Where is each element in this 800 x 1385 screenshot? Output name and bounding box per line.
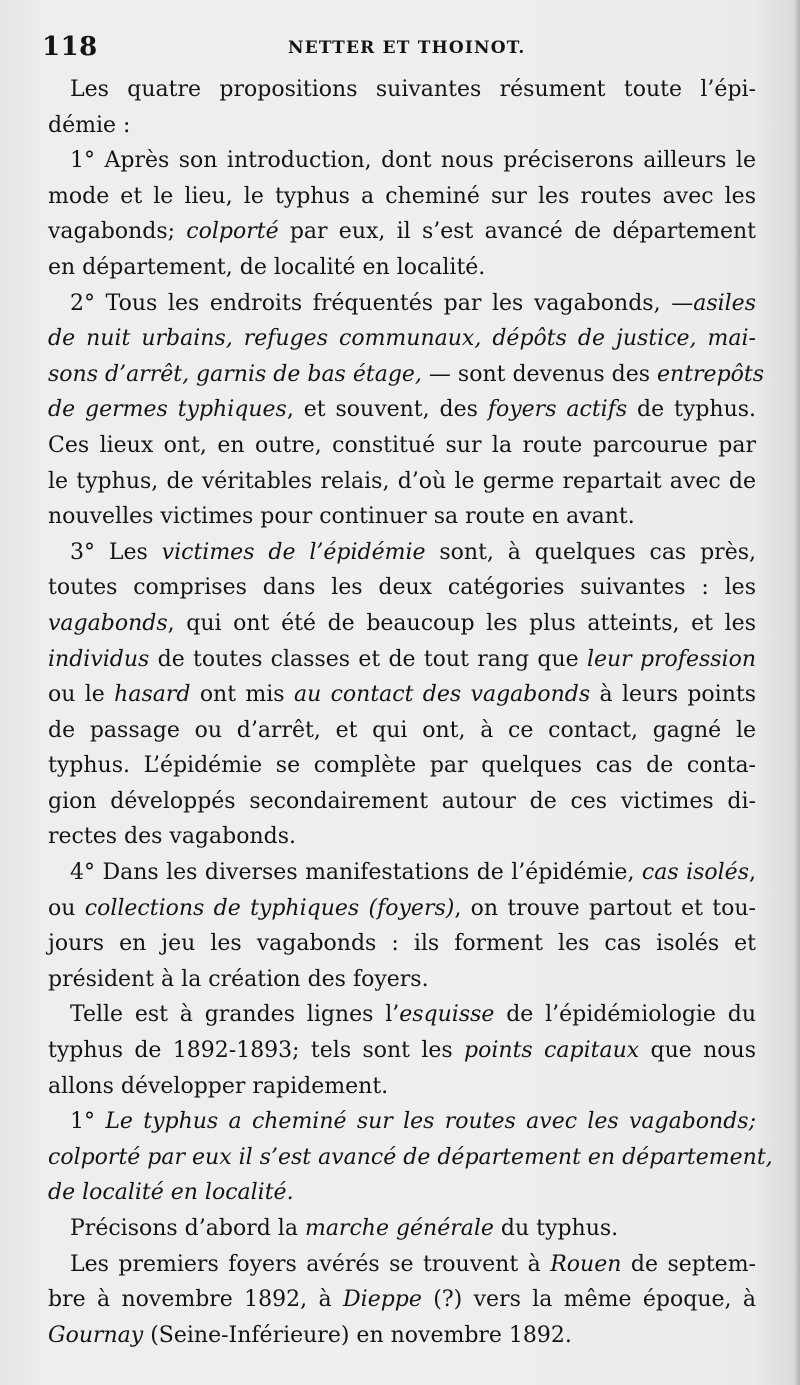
text-segment: , on trouve partout et tou-: [454, 895, 756, 921]
italic-text: Rouen: [550, 1251, 622, 1277]
italic-text: leur profession: [586, 646, 756, 672]
text-segment: 3° Les: [70, 539, 162, 565]
text-segment: que nous: [639, 1038, 756, 1064]
text-line: [48, 819, 756, 855]
italic-text: de localité en localité.: [48, 1180, 294, 1206]
text-segment: 4° Dans les diverses manifestations de l’épidémie,: [70, 860, 642, 886]
text-segment: nouvelles victimes pour continuer sa route en avant.: [48, 504, 635, 530]
italic-text: entrepôts: [657, 361, 765, 387]
text-segment: Les quatre propositions suivantes résument toute l’épi-: [70, 77, 756, 102]
text-line: [48, 214, 756, 250]
text-line: [48, 642, 756, 678]
text-line: [48, 1175, 756, 1211]
text-line: [48, 784, 756, 820]
text-line: [48, 1247, 756, 1283]
italic-text: asiles: [693, 290, 756, 316]
italic-text: au contact des vagabonds: [293, 682, 591, 708]
text-segment: rectes des vagabonds.: [48, 824, 296, 850]
text-segment: de typhus.: [627, 397, 757, 423]
italic-text: Dieppe: [343, 1287, 422, 1313]
text-segment: le typhus, de véritables relais, d’où le germe repartait avec de: [48, 468, 756, 494]
text-line: [48, 748, 756, 784]
page-number: 118: [42, 32, 98, 62]
italic-text: de germes typhiques: [48, 397, 287, 423]
italic-text: Le typhus a cheminé sur les routes avec les vagabonds;: [105, 1109, 757, 1135]
italic-text: colporté: [186, 219, 279, 245]
text-line: [48, 179, 756, 215]
text-line: [48, 321, 756, 357]
text-segment: mode et le lieu, le typhus a cheminé sur les routes avec les: [48, 183, 756, 209]
italic-text: points capitaux: [464, 1038, 640, 1064]
text-segment: démie :: [48, 112, 131, 138]
text-segment: (Seine-Inférieure) en novembre 1892.: [143, 1322, 572, 1348]
text-segment: ont mis: [190, 682, 294, 708]
page-edge-shadow: [794, 0, 800, 1385]
text-line: [48, 250, 756, 286]
text-line: [48, 1318, 756, 1354]
text-segment: Les premiers foyers avérés se trouvent à: [70, 1251, 551, 1277]
text-segment: de passage ou d’arrêt, et qui ont, à ce contact, gagné le: [48, 717, 756, 743]
text-segment: 1° Après son introduction, dont nous préciserons ailleurs le: [70, 148, 756, 174]
text-segment: bre à novembre 1892, à: [48, 1287, 344, 1313]
text-line: [48, 464, 756, 500]
text-segment: Précisons d’abord la: [70, 1216, 305, 1241]
text-segment: sont, à quelques cas près,: [425, 539, 756, 565]
text-line: [48, 499, 756, 535]
text-segment: Telle est à grandes lignes l’: [70, 1002, 400, 1028]
page-header: [42, 32, 750, 64]
text-segment: en département, de localité en localité.: [48, 254, 486, 280]
text-segment: 1°: [70, 1109, 106, 1135]
text-segment: vagabonds;: [48, 219, 187, 245]
text-line: [48, 286, 756, 322]
text-segment: de l’épidémiologie du: [494, 1002, 756, 1028]
text-line: [48, 72, 756, 108]
italic-text: victimes de l’épidémie: [161, 539, 426, 565]
text-segment: ,: [749, 860, 756, 886]
text-line: [48, 926, 756, 962]
italic-text: hasard: [114, 682, 191, 708]
text-line: [48, 1033, 756, 1069]
text-line: [48, 677, 756, 713]
text-line: [48, 570, 756, 606]
text-line: [48, 1104, 756, 1140]
italic-text: collections de typhiques (foyers): [84, 895, 455, 921]
body-text: [48, 72, 773, 1353]
text-line: [48, 535, 756, 571]
text-segment: typhus de 1892-1893; tels sont les: [48, 1038, 465, 1064]
text-segment: , et souvent, des: [286, 397, 488, 423]
text-segment: du typhus.: [493, 1216, 619, 1241]
text-segment: à leurs points: [590, 682, 756, 708]
text-segment: par eux, il s’est avancé de département: [278, 219, 756, 245]
text-segment: , qui ont été de beaucoup les plus atteints, et les: [167, 610, 756, 636]
text-line: [48, 357, 765, 393]
italic-text: de nuit urbains, refuges communaux, dépôts de justice, mai-: [48, 326, 756, 352]
italic-text: marche générale: [304, 1216, 494, 1241]
text-line: [48, 1211, 756, 1247]
italic-text: sons d’arrêt, garnis de bas étage,: [48, 361, 422, 387]
text-segment: de toutes classes et de tout rang que: [149, 646, 587, 672]
text-line: [48, 891, 756, 927]
italic-text: esquisse: [399, 1002, 495, 1028]
italic-text: Gournay: [48, 1322, 144, 1348]
text-line: [48, 713, 756, 749]
text-line: [48, 997, 756, 1033]
italic-text: foyers actifs: [487, 397, 628, 423]
italic-text: cas isolés: [641, 860, 749, 886]
text-line: [48, 855, 756, 891]
text-segment: ou le: [48, 682, 115, 708]
text-segment: typhus. L’épidémie se complète par quelques cas de conta-: [48, 753, 756, 779]
text-segment: gion développés secondairement autour de ces victimes di-: [48, 788, 756, 814]
text-line: [48, 143, 756, 179]
text-segment: de septem-: [621, 1251, 756, 1277]
text-segment: (?) vers la même époque, à: [421, 1287, 756, 1313]
text-segment: Ces lieux ont, en outre, constitué sur la route parcourue par: [48, 432, 756, 458]
text-line: [48, 1069, 756, 1105]
text-segment: président à la création des foyers.: [48, 966, 429, 992]
running-title: NETTER ET THOINOT.: [288, 38, 526, 58]
text-segment: allons développer rapidement.: [48, 1073, 389, 1099]
text-line: [48, 1282, 756, 1318]
text-segment: toutes comprises dans les deux catégories suivantes : les: [48, 575, 756, 601]
text-line: [48, 108, 756, 144]
text-line: [48, 1140, 773, 1176]
italic-text: vagabonds: [48, 610, 168, 636]
text-line: [48, 428, 756, 464]
text-segment: ou: [48, 895, 85, 921]
text-line: [48, 392, 756, 428]
text-line: [48, 962, 756, 998]
text-segment: jours en jeu les vagabonds : ils forment les cas isolés et: [48, 931, 756, 957]
text-segment: — sont devenus des: [421, 361, 658, 387]
text-line: [48, 606, 756, 642]
italic-text: individus: [48, 646, 150, 672]
text-segment: 2° Tous les endroits fréquentés par les vagabonds, —: [70, 290, 694, 316]
italic-text: colporté par eux il s’est avancé de département en département,: [48, 1144, 773, 1170]
